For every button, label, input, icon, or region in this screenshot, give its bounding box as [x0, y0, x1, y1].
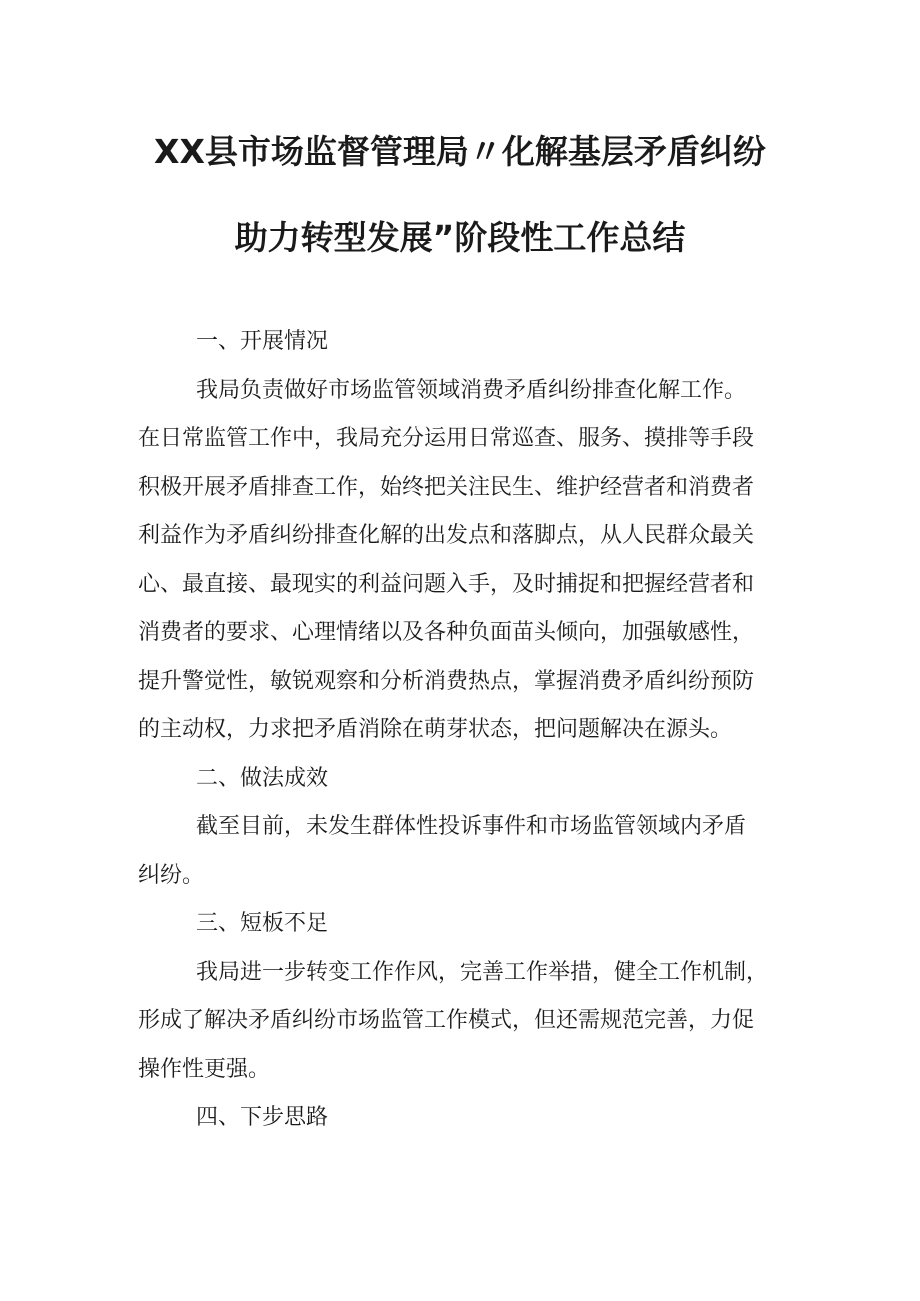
- section-heading: 二、做法成效: [196, 765, 329, 791]
- paragraph-line: 提升警觉性，敏锐观察和分析消费热点，掌握消费矛盾纠纷预防: [138, 668, 755, 694]
- paragraph-line: 利益作为矛盾纠纷排查化解的出发点和落脚点，从人民群众最关: [138, 523, 755, 548]
- paragraph-line: 形成了解决矛盾纠纷市场监管工作模式，但还需规范完善，力促: [138, 1008, 755, 1033]
- paragraph-line: 消费者的要求、心理情绪以及各种负面苗头倾向，加强敏感性，: [138, 620, 755, 645]
- paragraph-line: 我局进一步转变工作作风，完善工作举措，健全工作机制，: [196, 959, 769, 985]
- paragraph-line: 的主动权，力求把矛盾消除在萌芽状态，把问题解决在源头。: [138, 717, 733, 742]
- paragraph-line: 截至目前，未发生群体性投诉事件和市场监管领域内矛盾: [196, 814, 747, 839]
- paragraph-line: 心、最直接、最现实的利益问题入手，及时捕捉和把握经营者和: [138, 571, 755, 597]
- paragraph-line: 纠纷。: [138, 862, 205, 888]
- paragraph-line: 积极开展矛盾排查工作，始终把关注民生、维护经营者和消费者: [138, 474, 755, 500]
- paragraph-line: 我局负责做好市场监管领域消费矛盾纠纷排查化解工作。: [196, 377, 747, 403]
- document-title-line-2: 助力转型发展”阶段性工作总结: [234, 218, 686, 257]
- section-heading: 四、下步思路: [196, 1105, 329, 1130]
- paragraph-line: 操作性更强。: [138, 1056, 271, 1082]
- document-title-line-1: XX县市场监督管理局〃化解基层矛盾纠纷: [154, 132, 766, 171]
- section-heading: 三、短板不足: [196, 911, 329, 936]
- paragraph-line: 在日常监管工作中，我局充分运用日常巡查、服务、摸排等手段: [138, 426, 755, 451]
- section-heading: 一、开展情况: [196, 329, 329, 354]
- document-body: [138, 318, 798, 1143]
